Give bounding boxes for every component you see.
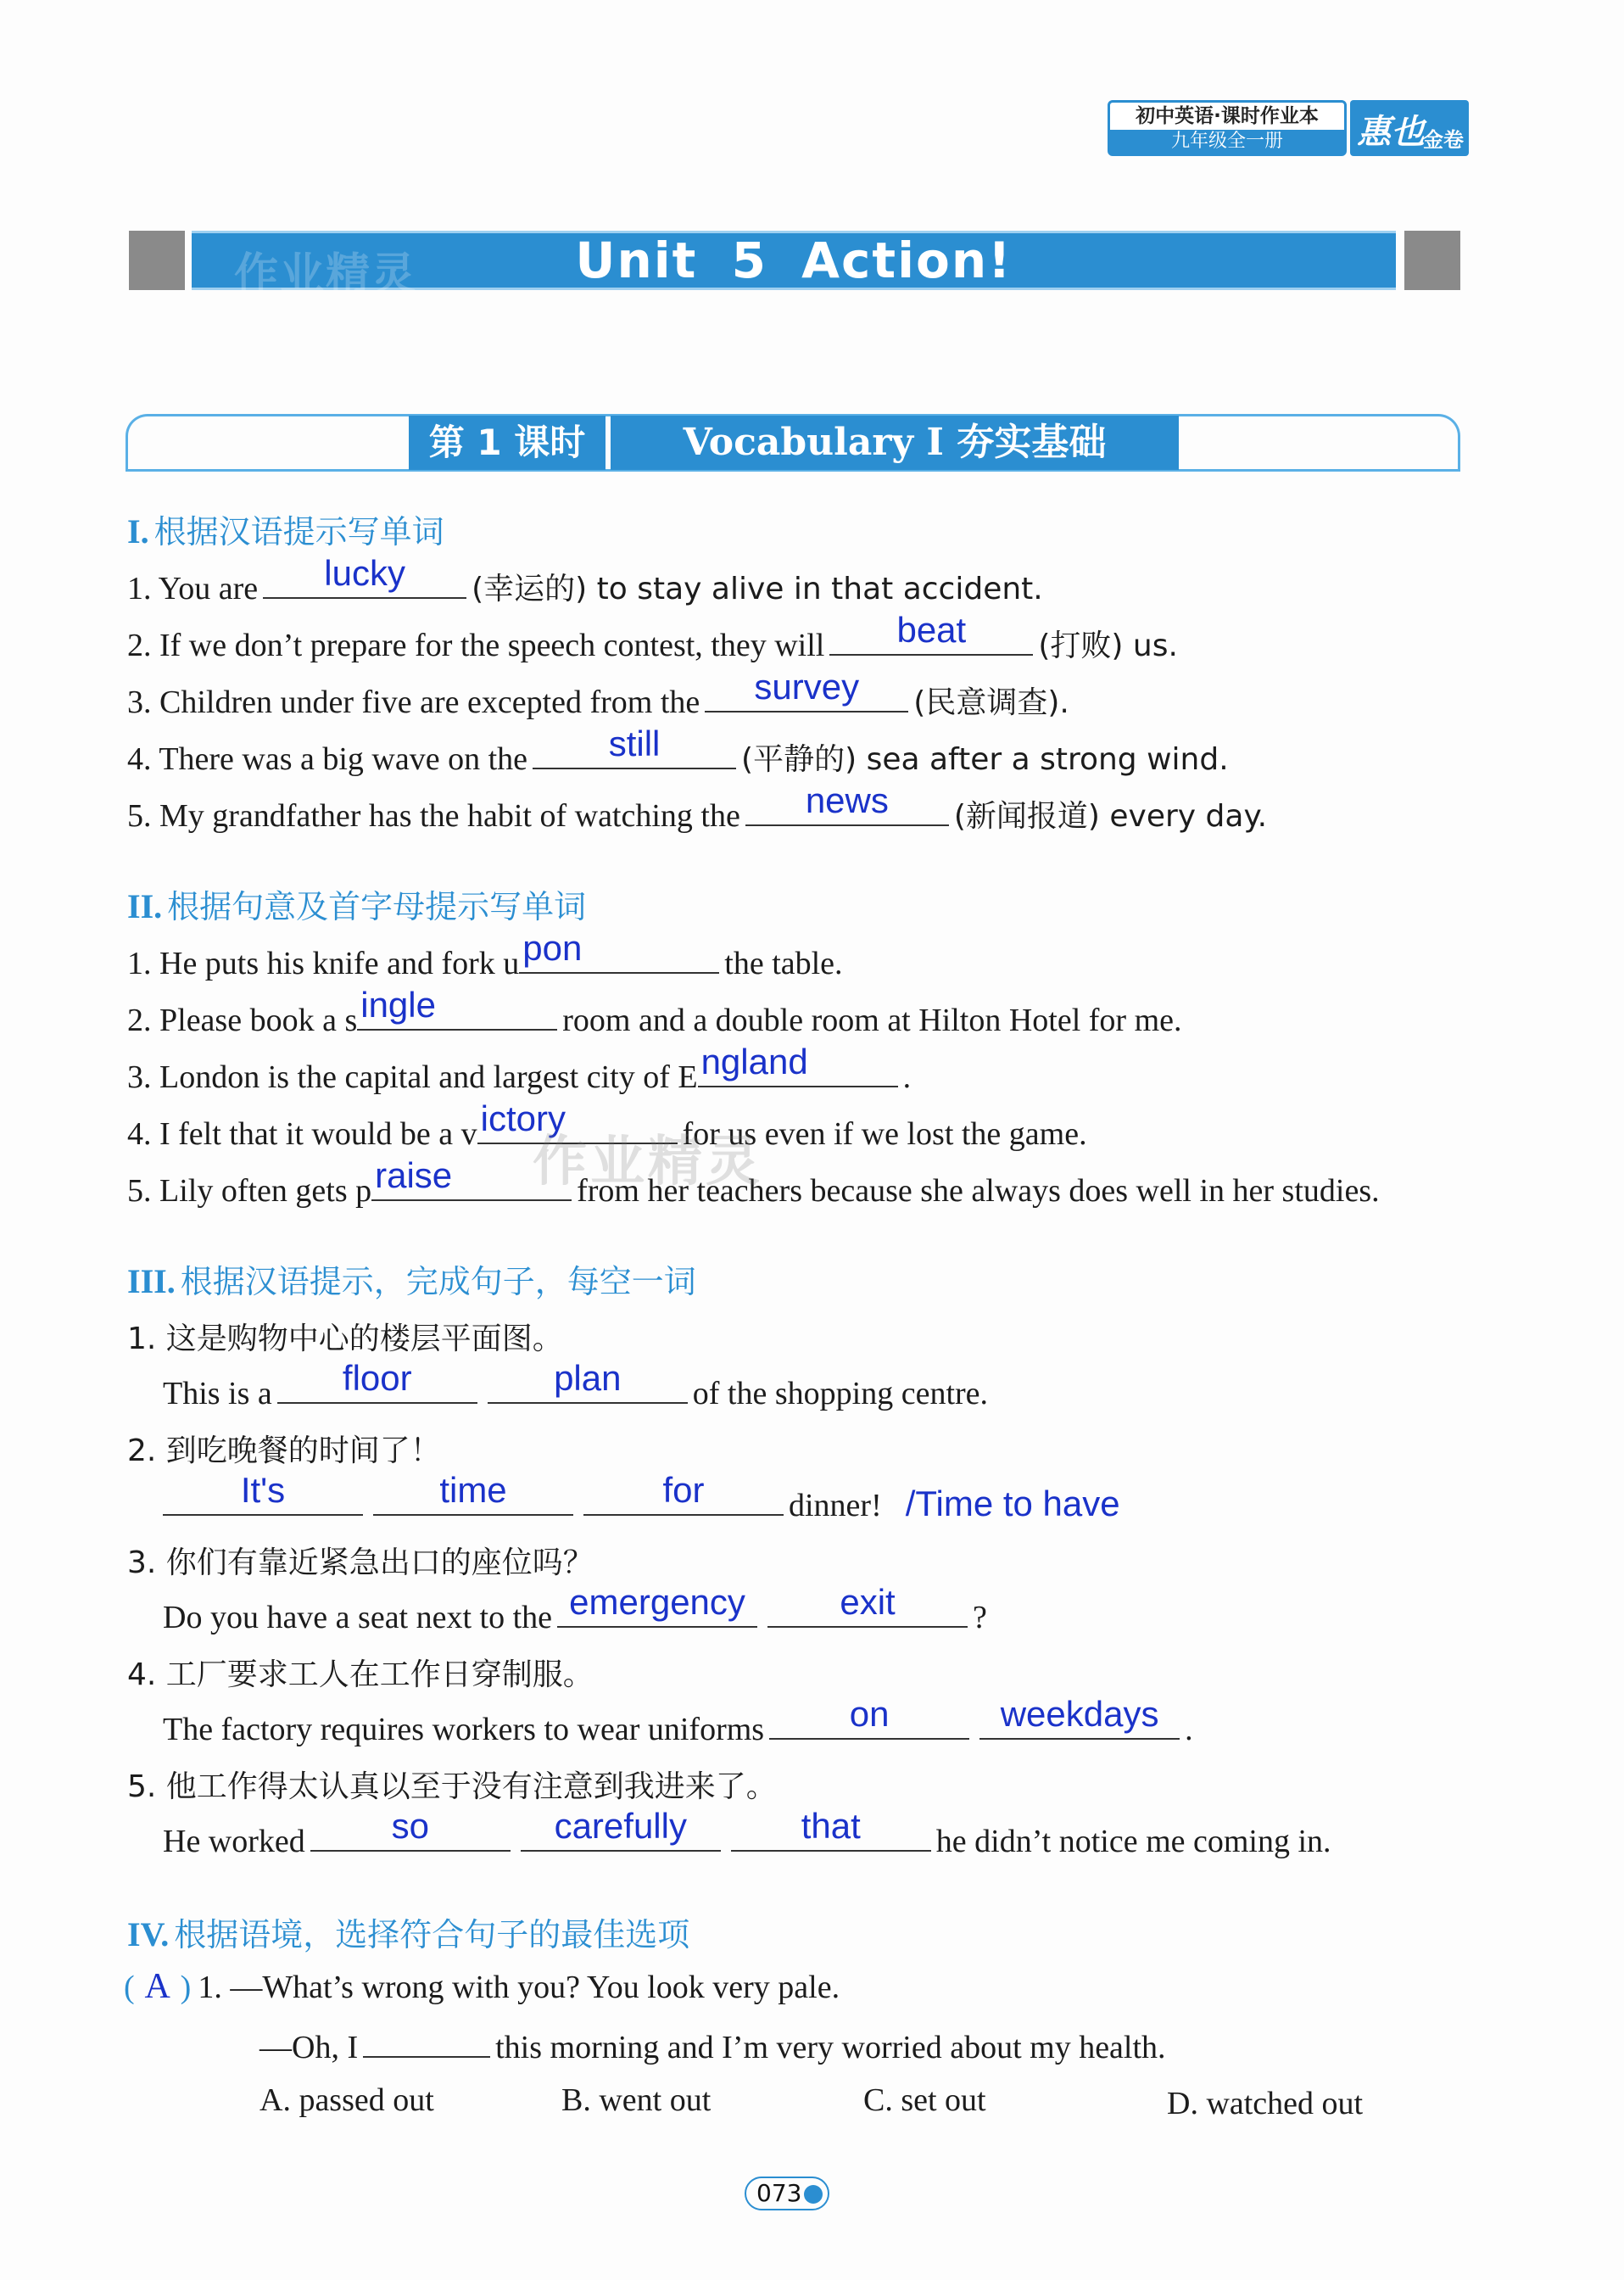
s3-item-3-post: ? — [973, 1600, 987, 1635]
s2-item-1-post: the table. — [724, 946, 843, 981]
s1-item-2-pre: 2. If we don’t prepare for the speech contest, they will — [127, 628, 825, 663]
s3-item-2-answer-1: It's — [240, 1470, 286, 1510]
s2-item-2-post: room and a double room at Hilton Hotel for me. — [562, 1003, 1182, 1038]
s4-q1-option-a[interactable]: A. passed out — [260, 2082, 434, 2118]
series-grade: 九年级全一册 — [1110, 130, 1344, 154]
s1-item-4 — [127, 724, 1229, 779]
s4-q1-option-c[interactable]: C. set out — [863, 2082, 986, 2118]
logo-sub: 金卷 — [1423, 128, 1464, 152]
s4-q1-option-d[interactable]: D. watched out — [1167, 2086, 1364, 2121]
s3-item-1-pre: This is a — [163, 1376, 272, 1411]
s2-item-2 — [127, 985, 1182, 1039]
series-title: 初中英语·课时作业本 — [1136, 105, 1319, 127]
s3-item-3-blank-2[interactable] — [767, 1582, 968, 1628]
s1-item-2 — [127, 610, 1178, 665]
s3-item-4-chinese: 4. 工厂要求工人在工作日穿制服。 — [127, 1657, 594, 1692]
logo-main: 惠也 — [1357, 113, 1425, 152]
s2-item-4-pre: 4. I felt that it would be a v — [127, 1116, 477, 1152]
section-2-heading: 根据句意及首字母提示写单词 — [167, 888, 587, 925]
s1-item-2-answer: beat — [896, 610, 967, 650]
s3-item-1-post: of the shopping centre. — [692, 1376, 989, 1411]
section-1-title — [127, 506, 444, 552]
s3-item-5-answer-3: that — [801, 1806, 861, 1846]
s1-item-3-pre: 3. Children under five are excepted from the — [127, 685, 700, 720]
s4-q1-line-2 — [260, 2024, 1166, 2066]
s1-item-3-blank[interactable] — [705, 667, 908, 712]
s3-item-2-blank-1[interactable] — [163, 1470, 363, 1516]
s3-item-5-chinese: 5. 他工作得太认真以至于没有注意到我进来了。 — [127, 1769, 777, 1804]
s1-item-3-answer: survey — [754, 667, 860, 707]
s3-item-1-blank-2[interactable] — [488, 1358, 688, 1404]
s1-item-3 — [127, 667, 1069, 722]
s2-item-3 — [127, 1042, 912, 1096]
s3-item-1-answer-1: floor — [342, 1358, 412, 1398]
page-dot-icon — [804, 2185, 823, 2204]
s3-item-4-english — [163, 1694, 1193, 1748]
unit-banner — [192, 231, 1396, 300]
s1-item-5-pre: 5. My grandfather has the habit of watching the — [127, 798, 740, 834]
banner-watermark: 作业精灵 — [234, 249, 418, 300]
series-box — [1108, 100, 1347, 156]
section-1-number: I. — [127, 512, 149, 550]
series-badge — [1108, 100, 1469, 161]
publisher-logo — [1350, 100, 1469, 156]
s2-item-2-blank[interactable] — [357, 985, 557, 1031]
s2-item-3-pre: 3. London is the capital and largest city of E — [127, 1059, 698, 1095]
s3-item-5-answer-1: so — [391, 1806, 429, 1846]
s4-q1-line-2-post: this morning and I’m very worried about my health. — [495, 2030, 1166, 2065]
section-2-title — [127, 880, 586, 927]
s4-q1-paren-open: ( — [124, 1970, 135, 2005]
s3-item-4-pre: The factory requires workers to wear uniforms — [163, 1712, 765, 1747]
banner-left-block — [129, 231, 185, 290]
s3-item-4-answer-2: weekdays — [1000, 1694, 1159, 1734]
s2-item-5-answer: raise — [375, 1155, 453, 1195]
s3-item-1-chinese: 1. 这是购物中心的楼层平面图。 — [127, 1322, 563, 1356]
s3-item-4-blank-1[interactable] — [769, 1694, 969, 1740]
s3-item-2-chinese: 2. 到吃晚餐的时间了！ — [127, 1433, 441, 1468]
section-3-heading: 根据汉语提示，完成句子，每空一词 — [180, 1263, 696, 1300]
s3-item-5-english — [163, 1806, 1331, 1860]
banner-right-block — [1404, 231, 1460, 290]
section-1-heading: 根据汉语提示写单词 — [153, 513, 444, 550]
s2-item-1 — [127, 928, 843, 982]
s4-q1-question: 1. —What’s wrong with you? You look very pale. — [198, 1970, 840, 2005]
s4-q1-answer[interactable]: A — [144, 1967, 170, 2006]
s4-q1-paren-close: ) — [180, 1970, 192, 2005]
section-3-number: III. — [127, 1262, 176, 1300]
s1-item-2-blank[interactable] — [829, 610, 1033, 656]
s2-item-1-pre: 1. He puts his knife and fork u — [127, 946, 520, 981]
s1-item-1-pre: 1. You are — [127, 571, 259, 606]
s3-item-5-blank-3[interactable] — [731, 1806, 931, 1852]
s2-item-4-post: for us even if we lost the game. — [682, 1116, 1087, 1152]
s1-item-5-answer: news — [805, 780, 889, 820]
s1-item-1-blank[interactable] — [263, 553, 466, 599]
section-4-heading: 根据语境，选择符合句子的最佳选项 — [174, 1916, 690, 1953]
s2-item-2-answer: ingle — [360, 985, 436, 1025]
s3-item-4-blank-2[interactable] — [979, 1694, 1180, 1740]
s1-item-4-blank[interactable] — [533, 724, 736, 769]
s1-item-4-post: (平静的) sea after a strong wind. — [741, 742, 1229, 777]
s2-item-3-post: . — [902, 1059, 912, 1095]
s4-q1-line-1 — [124, 1966, 840, 2007]
s2-item-3-blank[interactable] — [698, 1042, 898, 1087]
s2-item-3-answer: ngland — [700, 1042, 808, 1081]
s4-q1-option-b[interactable]: B. went out — [561, 2082, 712, 2118]
s3-item-2-answer-2: time — [439, 1470, 507, 1510]
s3-item-5-blank-2[interactable] — [521, 1806, 721, 1852]
s3-item-2-answer-3: for — [662, 1470, 705, 1510]
s2-item-5-post: from her teachers because she always does well in her studies. — [577, 1173, 1380, 1209]
s2-item-2-pre: 2. Please book a s — [127, 1003, 358, 1038]
section-3-title — [127, 1255, 696, 1302]
s1-item-1-answer: lucky — [324, 553, 405, 593]
unit-title: Unit 5 Action! — [575, 232, 1013, 289]
s1-item-5 — [127, 780, 1268, 835]
s1-item-1-post: (幸运的) to stay alive in that accident. — [472, 572, 1043, 606]
s3-item-2-english — [158, 1470, 1120, 1524]
s3-item-3-english — [163, 1582, 987, 1636]
s1-item-3-post: (民意调查). — [913, 685, 1069, 720]
s3-item-3-blank-1[interactable] — [557, 1582, 757, 1628]
s1-item-5-post: (新闻报道) every day. — [953, 799, 1268, 834]
s2-item-4-answer: ictory — [480, 1098, 566, 1138]
s3-item-2-blank-3[interactable] — [583, 1470, 784, 1516]
s2-item-5-pre: 5. Lily often gets p — [127, 1173, 372, 1209]
s3-item-4-post: . — [1185, 1712, 1193, 1747]
s4-q1-line-2-pre: —Oh, I — [260, 2030, 359, 2065]
s3-item-2-blank-2[interactable] — [373, 1470, 573, 1516]
s3-item-1-blank-1[interactable] — [277, 1358, 477, 1404]
s3-item-5-blank-1[interactable] — [310, 1806, 511, 1852]
s3-item-3-pre: Do you have a seat next to the — [163, 1600, 553, 1635]
s2-item-1-blank[interactable] — [519, 928, 719, 974]
s3-item-4-answer-1: on — [849, 1694, 890, 1734]
section-2-number: II. — [127, 887, 163, 925]
s3-item-1-english — [163, 1358, 989, 1412]
s4-q1-blank[interactable] — [363, 2024, 490, 2058]
page-number-badge — [745, 2177, 829, 2210]
s3-item-2-extra-answer: /Time to have — [905, 1484, 1120, 1523]
lesson-title: Vocabulary I 夯实基础 — [611, 416, 1179, 470]
s3-item-5-post: he didn’t notice me coming in. — [935, 1824, 1331, 1859]
section-4-number: IV. — [127, 1915, 170, 1953]
s3-item-2-post: dinner! — [789, 1488, 882, 1523]
s2-item-1-answer: pon — [522, 928, 583, 968]
page-number: 073 — [756, 2179, 802, 2207]
s3-item-3-answer-1: emergency — [569, 1582, 745, 1622]
s1-item-4-answer: still — [608, 724, 661, 763]
s1-item-2-post: (打败) us. — [1038, 629, 1178, 663]
s3-item-1-answer-2: plan — [554, 1358, 622, 1398]
s1-item-5-blank[interactable] — [745, 780, 949, 826]
s1-item-1 — [127, 553, 1043, 608]
s3-item-5-answer-2: carefully — [554, 1806, 687, 1846]
s3-item-5-pre: He worked — [163, 1824, 305, 1859]
page-watermark: 作业精灵 — [533, 1131, 763, 1193]
lesson-number: 第 1 课时 — [409, 416, 606, 470]
s3-item-3-chinese: 3. 你们有靠近紧急出口的座位吗？ — [127, 1545, 594, 1580]
s3-item-3-answer-2: exit — [840, 1582, 896, 1622]
s1-item-4-pre: 4. There was a big wave on the — [127, 741, 528, 777]
section-4-title — [127, 1908, 689, 1955]
